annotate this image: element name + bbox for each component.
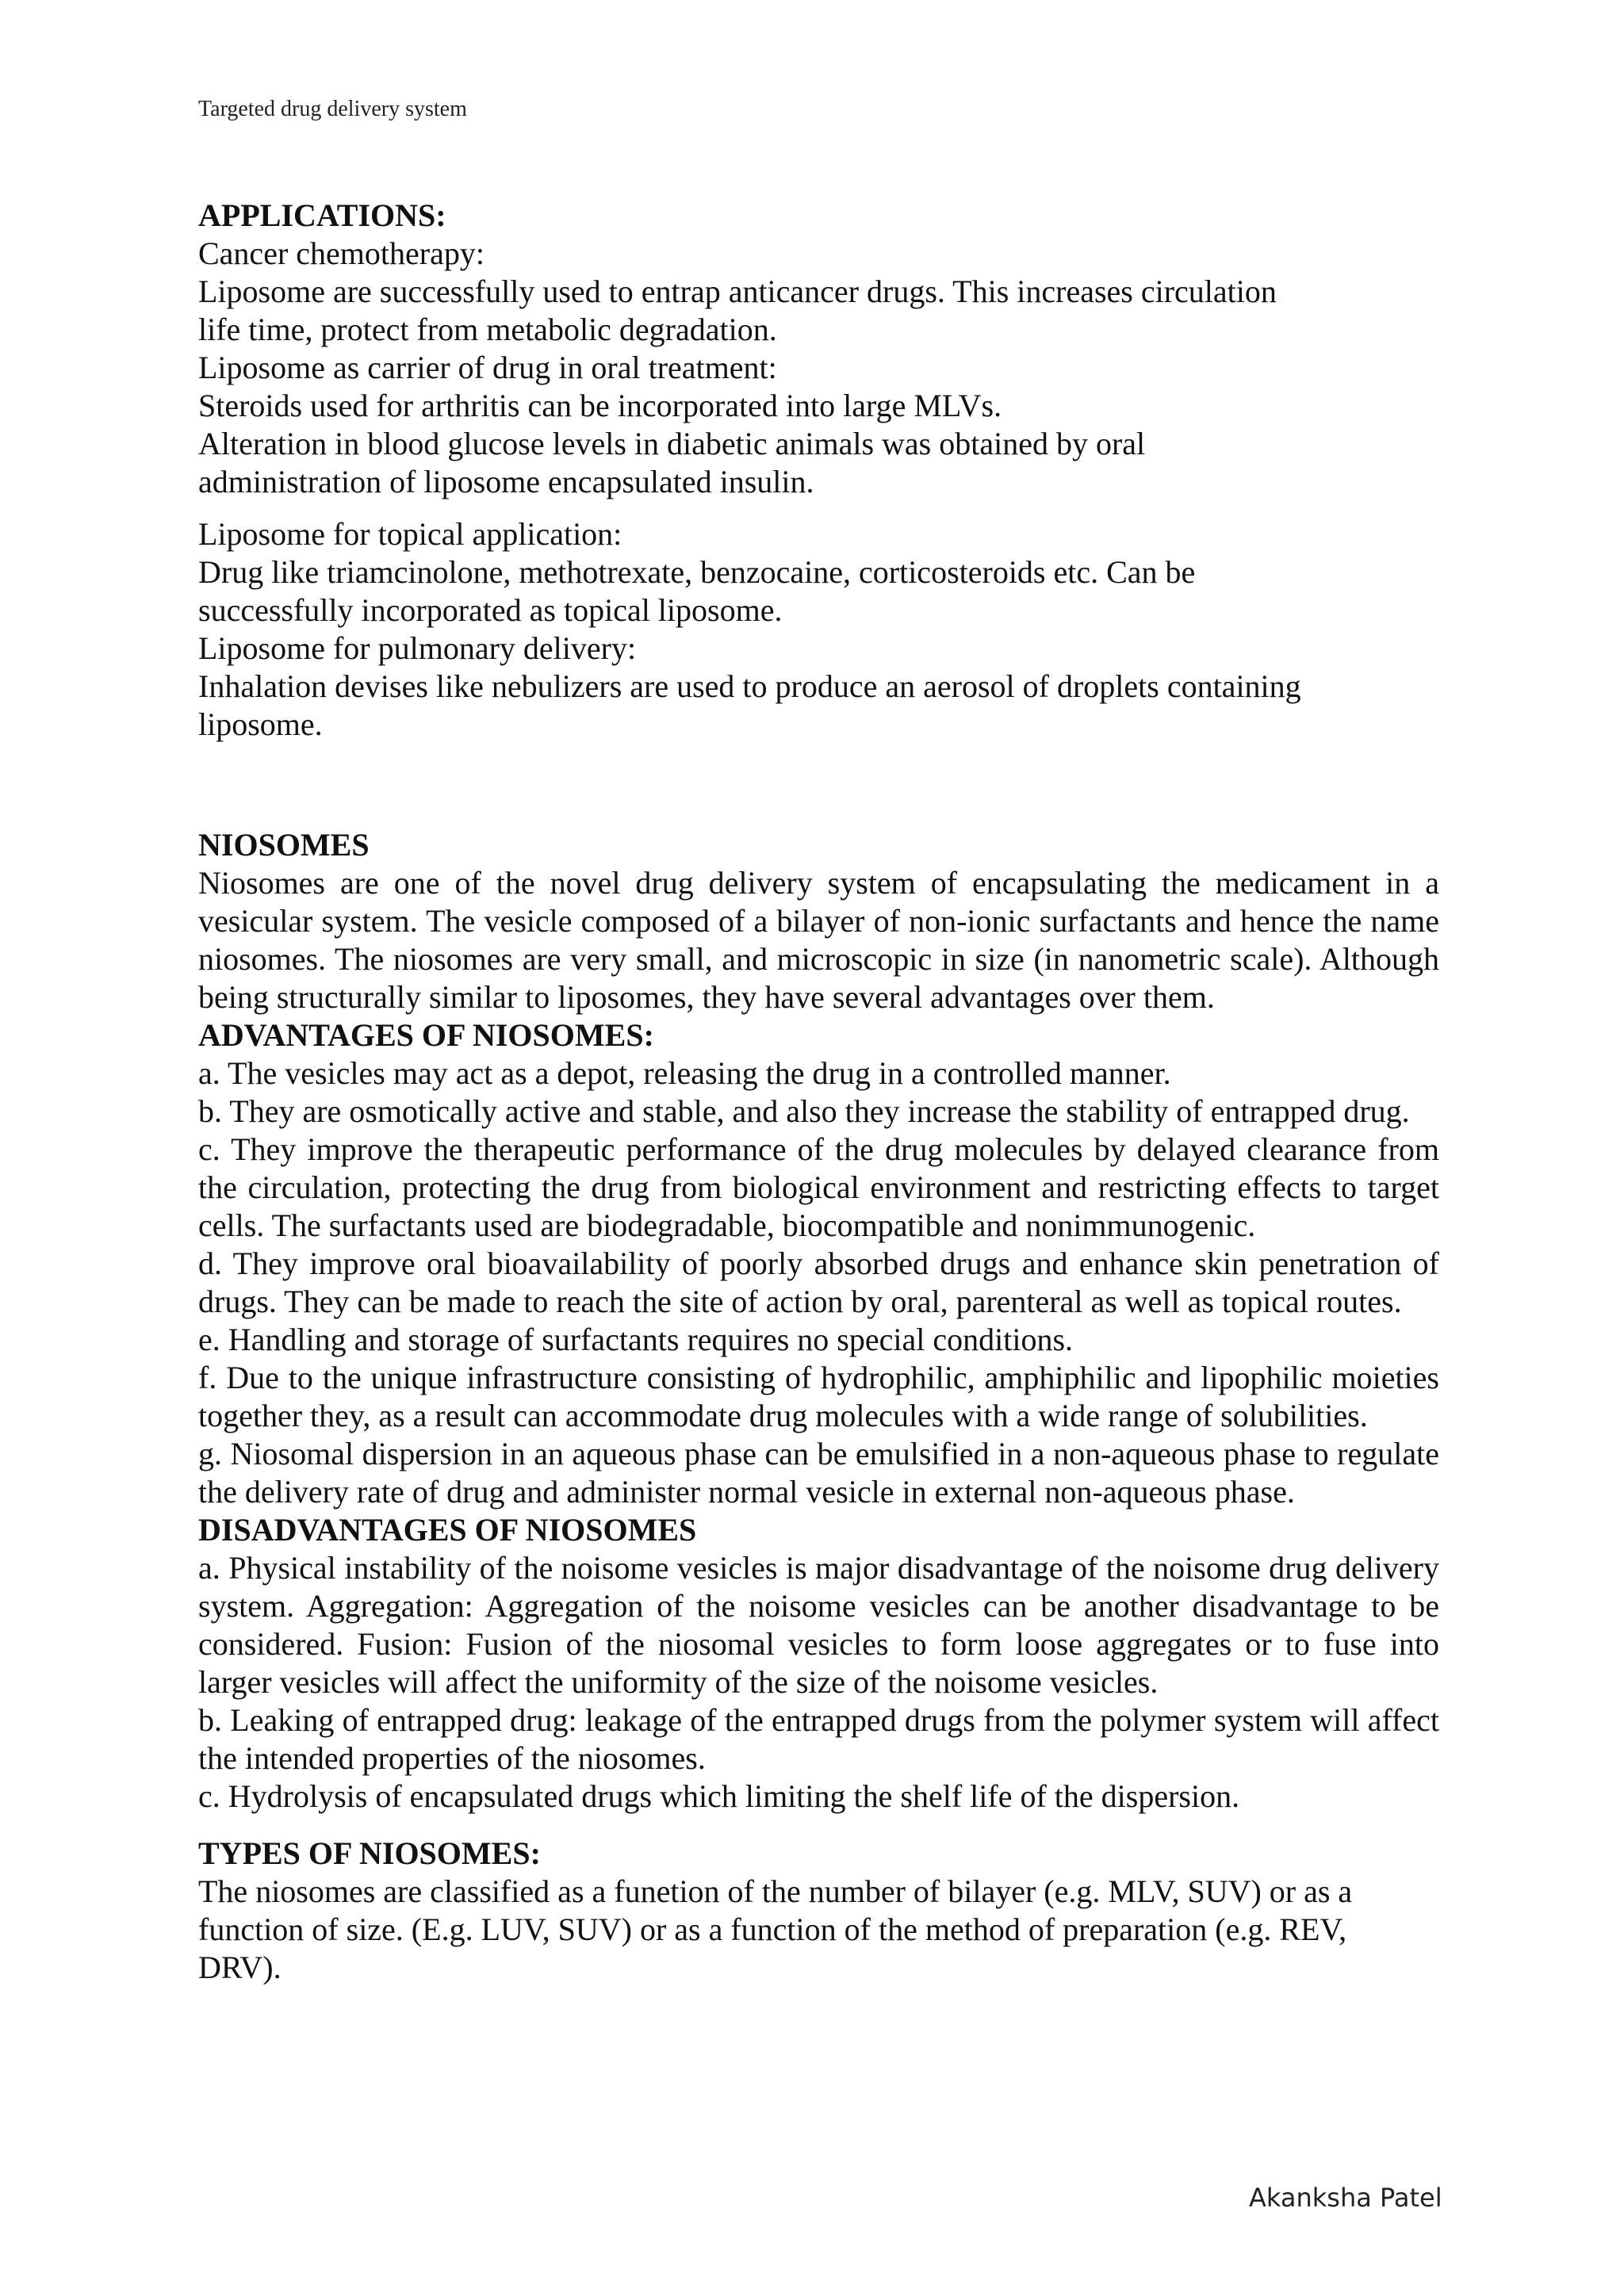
text-line: Liposome are successfully used to entrap anticancer drugs. This increases circulation	[198, 274, 1277, 309]
applications-section	[198, 197, 1439, 744]
text-line: Inhalation devises like nebulizers are used to produce an aerosol of droplets containing	[198, 668, 1301, 704]
text-line: life time, protect from metabolic degradation.	[198, 312, 777, 347]
disadvantage-item: b. Leaking of entrapped drug: leakage of the entrapped drugs from the polymer system will affect the intended properties of the niosomes.	[198, 1702, 1439, 1776]
text-line: Cancer chemotherapy:	[198, 235, 485, 271]
advantages-heading: ADVANTAGES OF NIOSOMES:	[198, 1017, 654, 1053]
text-line: Liposome for pulmonary delivery:	[198, 630, 637, 666]
text-line: Liposome as carrier of drug in oral treatment:	[198, 350, 777, 385]
advantage-item: e. Handling and storage of surfactants requires no special conditions.	[198, 1322, 1074, 1357]
text-line: function of size. (E.g. LUV, SUV) or as a function of the method of preparation (e.g. REV,	[198, 1911, 1347, 1947]
text-line: liposome.	[198, 706, 323, 742]
author-footer: Akanksha Patel	[1249, 2183, 1442, 2213]
types-heading: TYPES OF NIOSOMES:	[198, 1835, 541, 1871]
text-line: Drug like triamcinolone, methotrexate, benzocaine, corticosteroids etc. Can be	[198, 554, 1196, 590]
advantage-item: d. They improve oral bioavailability of poorly absorbed drugs and enhance skin penetration of drugs. They can be made to reach the site of action by oral, parenteral as well as topical routes.	[198, 1246, 1439, 1319]
text-line: administration of liposome encapsulated insulin.	[198, 464, 814, 499]
running-header: Targeted drug delivery system	[198, 97, 467, 121]
document-body	[198, 197, 1439, 1987]
disadvantages-heading: DISADVANTAGES OF NIOSOMES	[198, 1512, 697, 1548]
disadvantage-item: a. Physical instability of the noisome vesicles is major disadvantage of the noisome drug delivery system. Aggregation: Aggregation of the noisome vesicles can be another disadvantage to be considered. Fusion: Fusion of the niosomal vesicles to form loose aggregates or to fuse into larger vesicles will affect the uniformity of the size of the noisome vesicles.	[198, 1550, 1439, 1700]
advantage-item: g. Niosomal dispersion in an aqueous phase can be emulsified in a non-aqueous phase to regulate the delivery rate of drug and administer normal vesicle in external non-aqueous phase.	[198, 1436, 1439, 1510]
niosomes-intro: Niosomes are one of the novel drug delivery system of encapsulating the medicament in a vesicular system. The vesicle composed of a bilayer of non-ionic surfactants and hence the name niosomes. The niosomes are very small, and microscopic in size (in nanometric scale). Although being structurally similar to liposomes, they have several advantages over them.	[198, 865, 1439, 1015]
advantages-section	[198, 1016, 1439, 1511]
niosomes-section	[198, 826, 1439, 1016]
disadvantage-item: c. Hydrolysis of encapsulated drugs which limiting the shelf life of the dispersion.	[198, 1778, 1240, 1814]
text-line: Liposome for topical application:	[198, 516, 622, 552]
advantage-item: c. They improve the therapeutic performance of the drug molecules by delayed clearance from the circulation, protecting the drug from biological environment and restricting effects to target cells. The surfactants used are biodegradable, biocompatible and nonimmunogenic.	[198, 1131, 1439, 1243]
text-line: successfully incorporated as topical liposome.	[198, 592, 783, 628]
advantage-item: a. The vesicles may act as a depot, releasing the drug in a controlled manner.	[198, 1055, 1171, 1091]
text-line: Alteration in blood glucose levels in diabetic animals was obtained by oral	[198, 426, 1146, 461]
advantage-item: b. They are osmotically active and stable, and also they increase the stability of entrapped drug.	[198, 1093, 1410, 1129]
applications-heading: APPLICATIONS:	[198, 197, 446, 233]
types-section	[198, 1835, 1439, 1987]
niosomes-heading: NIOSOMES	[198, 827, 370, 863]
advantage-item: f. Due to the unique infrastructure consisting of hydrophilic, amphiphilic and lipophilic moieties together they, as a result can accommodate drug molecules with a wide range of solubilities.	[198, 1360, 1439, 1433]
disadvantages-section	[198, 1511, 1439, 1816]
text-line: Steroids used for arthritis can be incorporated into large MLVs.	[198, 388, 1002, 423]
text-line: DRV).	[198, 1950, 282, 1985]
text-line: The niosomes are classified as a funetion of the number of bilayer (e.g. MLV, SUV) or as a	[198, 1873, 1353, 1909]
